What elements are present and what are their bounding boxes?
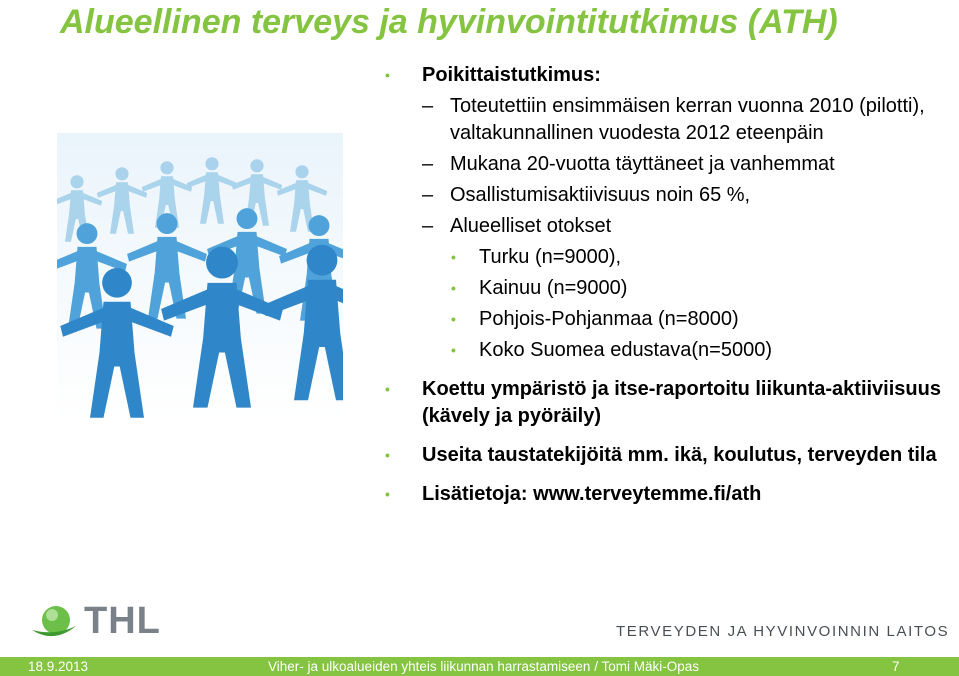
- bullet-item: [385, 442, 945, 469]
- footer-bar: [0, 657, 959, 676]
- slide-title: Alueellinen terveys ja hyvinvointitutkimus (ATH): [60, 3, 838, 41]
- region-item: [385, 337, 945, 364]
- dash-icon: –: [422, 95, 434, 117]
- bullet-icon: •: [451, 249, 456, 265]
- dash-icon: –: [422, 153, 434, 175]
- region-text: Turku (n=9000),: [479, 246, 622, 268]
- dash-icon: –: [422, 215, 434, 237]
- bullet-icon: •: [385, 381, 390, 397]
- bullet-icon: •: [451, 280, 456, 296]
- bullet-text: Koettu ympäristö ja itse-raportoitu liikunta-aktiiviisuus (kävely ja pyöräily): [422, 378, 941, 427]
- thl-globe-icon: [30, 600, 78, 642]
- bullet-icon: •: [451, 311, 456, 327]
- sub-bullet-text: Osallistumisaktiivisuus noin 65 %,: [450, 184, 751, 206]
- thl-logo: [30, 600, 170, 642]
- sub-bullet-item: [385, 182, 945, 209]
- sub-bullet-item: [385, 93, 945, 147]
- bullet-icon: •: [385, 67, 390, 83]
- sub-bullet-item: [385, 213, 945, 240]
- dash-icon: –: [422, 184, 434, 206]
- bullet-item: [385, 481, 945, 508]
- logo-text: THL: [84, 600, 161, 642]
- bullet-icon: •: [385, 486, 390, 502]
- bullet-text: Poikittaistutkimus:: [422, 64, 601, 86]
- organization-name: TERVEYDEN JA HYVINVOINNIN LAITOS: [616, 623, 950, 640]
- more-info-link[interactable]: Lisätietoja: www.terveytemme.fi/ath: [422, 483, 762, 505]
- region-item: [385, 244, 945, 271]
- bullet-icon: •: [451, 342, 456, 358]
- region-text: Koko Suomea edustava(n=5000): [479, 339, 772, 361]
- region-item: [385, 275, 945, 302]
- region-text: Kainuu (n=9000): [479, 277, 628, 299]
- region-text: Pohjois-Pohjanmaa (n=8000): [479, 308, 739, 330]
- bullet-item: [385, 62, 945, 89]
- sub-bullet-text: Toteutettiin ensimmäisen kerran vuonna 2010 (pilotti), valtakunnallinen vuodesta 2012 eteenpäin: [450, 95, 925, 144]
- slide-body: [385, 62, 945, 508]
- sub-bullet-item: [385, 151, 945, 178]
- sub-bullet-text: Alueelliset otokset: [450, 215, 612, 237]
- region-item: [385, 306, 945, 333]
- sub-bullet-text: Mukana 20-vuotta täyttäneet ja vanhemmat: [450, 153, 835, 175]
- bullet-item: [385, 376, 945, 430]
- bullet-text: Useita taustatekijöitä mm. ikä, koulutus, terveyden tila: [422, 444, 937, 466]
- bullet-icon: •: [385, 447, 390, 463]
- footer-text: Viher- ja ulkoalueiden yhteis liikunnan harrastamiseen / Tomi Mäki-Opas: [268, 659, 699, 674]
- page-number: 7: [892, 659, 900, 674]
- people-chain-image: [57, 133, 343, 420]
- footer-date: 18.9.2013: [28, 659, 89, 674]
